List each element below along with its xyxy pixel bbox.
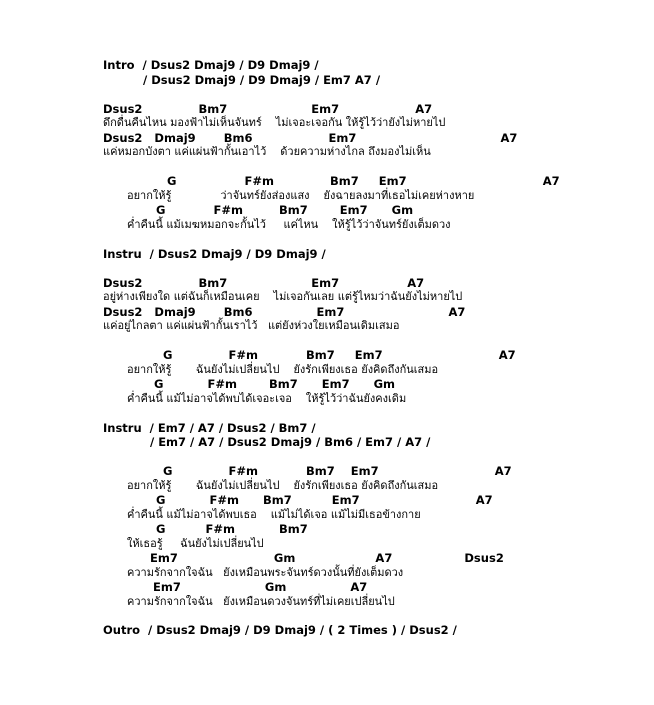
chorus2-lyric-2: ค่ำคืนนี้ แม้ไม่อาจได้พบได้เจอะเจอ ให้รู้ไว้ว่าฉันยังคงเดิม: [127, 392, 407, 405]
chorus1-chords-1: G F#m Bm7 Em7 A7: [167, 174, 560, 188]
chorus3-chords-2: G F#m Bm7 Em7 A7: [156, 493, 493, 507]
chorus3-lyric-1: อยากให้รู้ ฉันยังไม่เปลี่ยนไป ยังรักเพียงเธอ ยังคิดถึงกันเสมอ: [127, 479, 439, 492]
verse2-chords-1: Dsus2 Bm7 Em7 A7: [103, 276, 425, 290]
verse1-chords-1: Dsus2 Bm7 Em7 A7: [103, 102, 433, 116]
chorus3-lyric-2: ค่ำคืนนี้ แม้ไม่อาจได้พบเธอ แม้ไม่ได้เจอ แม้ไม่มีเธอข้างกาย: [127, 508, 421, 521]
instru2-line-1: Instru / Em7 / A7 / Dsus2 / Bm7 /: [103, 421, 316, 435]
chorus3-lyric-4: ความรักจากใจฉัน ยังเหมือนพระจันทร์ดวงนั้นที่ยังเต็มดวง: [127, 566, 404, 579]
verse1-lyric-2: แค่หมอกบังตา แค่แผ่นฟ้ากั้นเอาไว้ ด้วยความห่างไกล ถึงมองไม่เห็น: [103, 145, 431, 158]
verse2-chords-2: Dsus2 Dmaj9 Bm6 Em7 A7: [103, 305, 466, 319]
chorus1-lyric-1: อยากให้รู้ ว่าจันทร์ยังส่องแสง ยังฉายลงมาที่เธอไม่เคยห่างหาย: [127, 189, 475, 202]
chorus3-chords-3: G F#m Bm7: [156, 522, 308, 536]
verse2-lyric-2: แค่อยู่ไกลตา แค่แผ่นฟ้ากั้นเราไว้ แต่ยังห่วงใยเหมือนเดิมเสมอ: [103, 319, 400, 332]
verse1-lyric-1: ดึกดื่นคืนไหน มองฟ้าไม่เห็นจันทร์ ไม่เจอะเจอกัน ให้รู้ไว้ว่ายังไม่หายไป: [103, 116, 446, 129]
chorus3-chords-1: G F#m Bm7 Em7 A7: [163, 464, 512, 478]
chorus1-chords-2: G F#m Bm7 Em7 Gm: [156, 203, 414, 217]
chorus3-lyric-3: ให้เธอรู้ ฉันยังไม่เปลี่ยนไป: [127, 537, 264, 550]
chorus3-chords-5: Em7 Gm A7: [153, 580, 368, 594]
intro-line-1: Intro / Dsus2 Dmaj9 / D9 Dmaj9 /: [103, 58, 319, 72]
chorus1-lyric-2: ค่ำคืนนี้ แม้เมฆหมอกจะกั้นไว้ แค่ไหน ให้รู้ไว้ว่าจันทร์ยังเต็มดวง: [127, 218, 451, 231]
chorus2-chords-1: G F#m Bm7 Em7 A7: [163, 348, 516, 362]
instru2-line-2: / Em7 / A7 / Dsus2 Dmaj9 / Bm6 / Em7 / A7 /: [150, 435, 431, 449]
instru1-line-1: Instru / Dsus2 Dmaj9 / D9 Dmaj9 /: [103, 247, 326, 261]
chorus3-chords-4: Em7 Gm A7 Dsus2: [150, 551, 504, 565]
outro-line-1: Outro / Dsus2 Dmaj9 / D9 Dmaj9 / ( 2 Times ) / Dsus2 /: [103, 623, 457, 637]
chorus2-chords-2: G F#m Bm7 Em7 Gm: [154, 377, 396, 391]
chorus3-lyric-5: ความรักจากใจฉัน ยังเหมือนดวงจันทร์ที่ไม่เคยเปลี่ยนไป: [127, 595, 395, 608]
chorus2-lyric-1: อยากให้รู้ ฉันยังไม่เปลี่ยนไป ยังรักเพียงเธอ ยังคิดถึงกันเสมอ: [127, 363, 439, 376]
intro-line-2: / Dsus2 Dmaj9 / D9 Dmaj9 / Em7 A7 /: [143, 73, 381, 87]
verse2-lyric-1: อยู่ห่างเพียงใด แต่ฉันก็เหมือนเคย ไม่เจอกันเลย แต่รู้ไหมว่าฉันยังไม่หายไป: [103, 290, 463, 303]
verse1-chords-2: Dsus2 Dmaj9 Bm6 Em7 A7: [103, 131, 518, 145]
